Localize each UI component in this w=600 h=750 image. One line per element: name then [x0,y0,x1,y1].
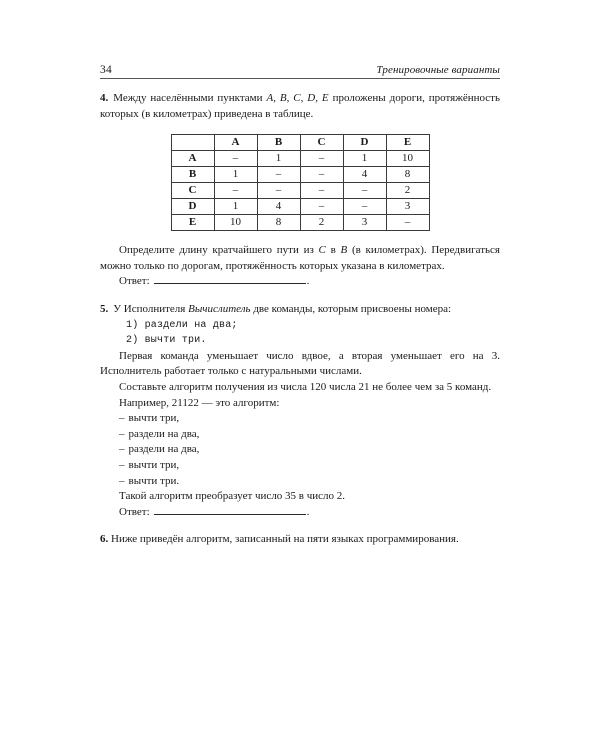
task-5-description-1: Первая команда уменьшает число вдвое, а вторая уменьшает его на 3. Исполнитель работает только с натуральными числами. [100,349,500,378]
task-5 [100,302,500,520]
task-5-answer-label: Ответ: [119,505,150,518]
table-cell-e-b: 8 [257,215,300,231]
task-5-step-4 [100,458,500,474]
task-4-intro-a: Между населёнными пунктами [113,92,267,104]
table-cell-b-a: 1 [214,167,257,183]
table-cell-e-d: 3 [343,215,386,231]
table-cell-d-e: 3 [386,199,429,215]
roads-table-wrapper [100,134,500,231]
table-cell-a-a: – [214,151,257,167]
task-4 [100,91,500,290]
table-cell-e-e: – [386,215,429,231]
task-6-text: Ниже приведён алгоритм, записанный на пяти языках программирования. [111,533,459,546]
task-5-command-1: 1) раздели на два; [126,319,238,331]
task-4-question-b: (в километрах). Передвигаться можно только по дорогам, протяжённость которых указана в километрах. [100,244,500,272]
task-5-answer-blank[interactable] [154,505,306,515]
task-4-question [100,243,500,274]
table-row-header-d: D [171,199,214,215]
table-cell-a-c: – [300,151,343,167]
table-col-header-e: E [386,135,429,151]
table-cell-d-b: 4 [257,199,300,215]
task-5-step-1-label: вычти три, [128,412,180,425]
dash-icon: – [119,458,125,471]
table-cell-b-c: – [300,167,343,183]
table-cell-e-c: 2 [300,215,343,231]
table-row [171,167,429,183]
table-header-row [171,135,429,151]
table-cell-a-e: 10 [386,151,429,167]
task-5-step-2-label: раздели на два, [128,427,200,440]
task-5-intro-a: У Исполнителя [113,302,189,315]
task-5-answer-line [100,505,500,521]
task-5-number: 5. [100,302,109,315]
table-cell-b-b: – [257,167,300,183]
dash-icon: – [119,474,125,487]
table-cell-c-c: – [300,183,343,199]
task-5-statement [100,302,500,318]
task-4-statement [100,91,500,122]
task-4-question-mid: в [325,244,341,257]
task-5-intro-b: две команды, которым присвоены номера: [250,302,452,315]
task-4-to-vertex: B [340,244,348,257]
table-col-header-d: D [343,135,386,151]
dash-icon: – [119,412,125,425]
running-head [100,64,500,79]
task-5-step-3 [100,442,500,458]
table-row-header-b: B [171,167,214,183]
task-5-example-intro: Например, 21122 — это алгоритм: [119,396,280,409]
task-5-step-4-label: вычти три, [128,458,180,471]
table-cell-c-a: – [214,183,257,199]
task-5-step-3-label: раздели на два, [128,443,200,456]
task-4-answer-line [100,274,500,290]
task-5-step-2 [100,427,500,443]
table-cell-e-a: 10 [214,215,257,231]
table-row-header-a: A [171,151,214,167]
table-col-header-c: C [300,135,343,151]
task-4-answer-label: Ответ: [119,275,150,288]
table-cell-a-b: 1 [257,151,300,167]
task-5-executor-name: Вычислитель [188,302,251,315]
task-4-question-a: Определите длину кратчайшего пути из [119,244,319,257]
table-row [171,215,429,231]
page-content [100,64,500,548]
table-cell-d-c: – [300,199,343,215]
table-row [171,151,429,167]
table-row [171,183,429,199]
page-number: 34 [100,64,112,76]
task-5-command-2: 2) вычти три. [126,335,207,347]
table-row-header-e: E [171,215,214,231]
table-col-header-a: A [214,135,257,151]
table-cell-d-d: – [343,199,386,215]
task-4-answer-blank[interactable] [154,274,306,284]
table-cell-d-a: 1 [214,199,257,215]
task-5-step-5 [100,474,500,490]
table-col-header-b: B [257,135,300,151]
table-row [171,199,429,215]
running-head-title: Тренировочные варианты [376,64,500,76]
roads-distance-table [171,134,430,231]
task-5-conclusion: Такой алгоритм преобразует число 35 в число 2. [119,490,346,503]
table-cell-b-d: 4 [343,167,386,183]
table-cell-c-b: – [257,183,300,199]
task-4-intro-b: проложены дороги, протяжённость которых (в километрах) приведена в таблице. [100,92,500,120]
table-corner-cell [171,135,214,151]
dash-icon: – [119,427,125,440]
table-cell-c-e: 2 [386,183,429,199]
table-cell-b-e: 8 [386,167,429,183]
task-5-description-2: Составьте алгоритм получения из числа 120 числа 21 не более чем за 5 команд. [119,380,492,393]
task-6 [100,532,500,548]
task-5-answer-period: . [306,505,310,518]
task-4-from-vertex: C [318,244,326,257]
task-6-statement [100,532,500,548]
table-row-header-c: C [171,183,214,199]
task-4-answer-period: . [306,275,310,288]
dash-icon: – [119,443,125,456]
task-5-step-1 [100,411,500,427]
table-cell-c-d: – [343,183,386,199]
task-5-step-5-label: вычти три. [128,474,180,487]
task-4-vertex-list: A, B, C, D, E [266,92,329,104]
task-4-number: 4. [100,92,109,104]
task-6-number: 6. [100,533,109,546]
table-cell-a-d: 1 [343,151,386,167]
